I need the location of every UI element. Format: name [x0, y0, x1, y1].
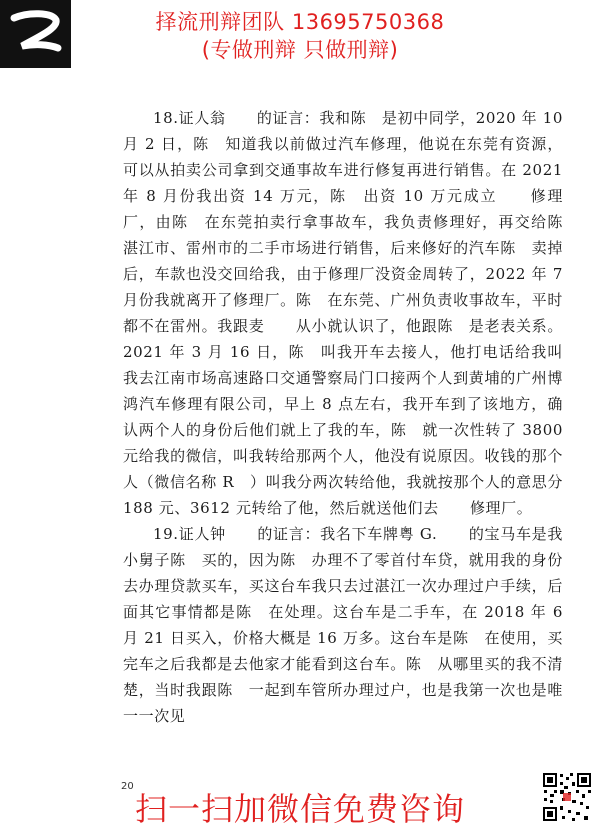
wechat-consult-banner: 扫一扫加微信免费咨询: [134, 790, 465, 828]
testimony-paragraph-19: 19.证人钟 的证言：我名下车牌粤 G. 的宝马车是我小舅子陈 买的，因为陈 办理不了零首付车贷，就用我的身份去办理贷款买车，买这台车我只去过湛江一次办理过户手续，后面其它事情都是陈 在处理。这台车是二手车，在 2018 年 6 月 21 日买入，价格大概是 16 万多。这台车是陈 在使用，买完车之后我都是去他家才能看到这台车。陈 从哪里买的我不清楚，当时我跟陈 一起到车管所办理过户，也是我第一次也是唯一一次见: [123, 525, 563, 725]
header-team-contact: 择流刑辩团队 13695750368: [155, 10, 445, 34]
qr-code-icon[interactable]: [542, 772, 592, 822]
testimony-paragraph-18: 18.证人翁 的证言：我和陈 是初中同学，2020 年 10 月 2 日，陈 知道我以前做过汽车修理，他说在东莞有资源，可以从拍卖公司拿到交通事故车进行修复再进行销售。在 2021 年 8 月份我出资 14 万元，陈 出资 10 万元成立 修理厂，由陈 在东莞拍卖行拿事故车，我负责修理好，再交给陈 湛江市、雷州市的二手市场进行销售，后来修好的汽车陈 卖掉后，车款也没交回给我，由于修理厂没资金周转了，2022 年 7 月份我就离开了修理厂。陈 在东莞、广州负责收事故车，平时都不在雷州。我跟麦 从小就认识了，他跟陈 是老表关系。2021 年 3 月 16 日，陈 叫我开车去接人，他打电话给我叫我去江南市场高速路口交通警察局门口接两个人到黄埔的广州博鸿汽车修理有限公司，早上 8 点左右，我开车到了该地方，确认两个人的身份后他们就上了我的车，陈 就一次性转了 3800 元给我的微信，叫我转给那两个人，他没有说原因。收钱的那个人（微信名称 R ）叫我分两次转给他，我就按那个人的意思分 188 元、3612 元转给了他，然后就送他们去 修理厂。: [123, 109, 579, 517]
page-number: 20: [121, 781, 134, 792]
header-slogan: (专做刑辩 只做刑辩): [201, 38, 399, 62]
document-body: [123, 105, 579, 729]
